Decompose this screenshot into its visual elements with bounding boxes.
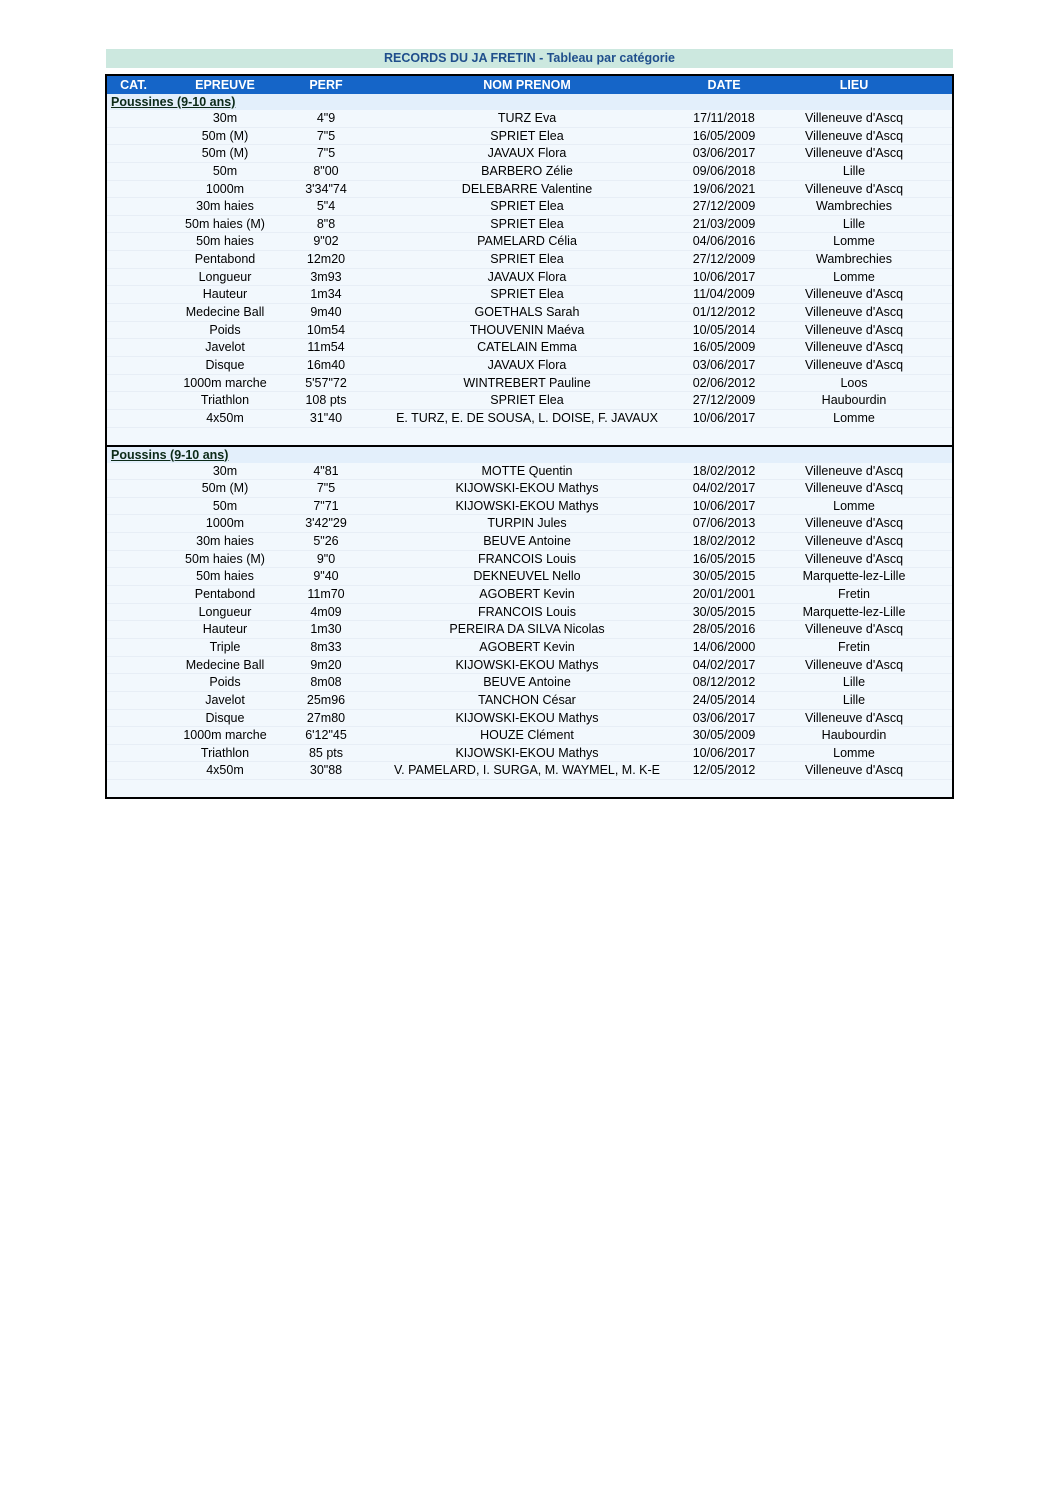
table-row bbox=[107, 710, 952, 728]
cell-date: 08/12/2012 bbox=[692, 675, 756, 690]
cell-date: 01/12/2012 bbox=[692, 305, 756, 320]
cell-lieu: Villeneuve d'Ascq bbox=[804, 710, 904, 725]
cell-date: 10/05/2014 bbox=[692, 322, 756, 337]
table-row bbox=[107, 551, 952, 569]
cell-perf: 9m40 bbox=[310, 305, 342, 320]
table-row bbox=[107, 762, 952, 780]
cell-perf: 1m34 bbox=[310, 287, 342, 302]
cell-lieu: Villeneuve d'Ascq bbox=[804, 146, 904, 161]
cell-lieu: Villeneuve d'Ascq bbox=[804, 128, 904, 143]
cell-nom-prenom: BARBERO Zélie bbox=[481, 163, 573, 178]
cell-perf: 25m96 bbox=[306, 692, 346, 707]
cell-date: 04/06/2016 bbox=[692, 234, 756, 249]
cell-lieu: Villeneuve d'Ascq bbox=[804, 340, 904, 355]
cell-lieu: Fretin bbox=[838, 587, 870, 602]
cell-nom-prenom: WINTREBERT Pauline bbox=[463, 375, 591, 390]
cell-nom-prenom: PEREIRA DA SILVA Nicolas bbox=[449, 622, 605, 637]
cell-epreuve: 1000m marche bbox=[183, 728, 267, 743]
cell-lieu: Villeneuve d'Ascq bbox=[804, 357, 904, 372]
cell-perf: 3m93 bbox=[310, 269, 342, 284]
table-row bbox=[107, 269, 952, 287]
cell-date: 30/05/2015 bbox=[692, 569, 756, 584]
cell-date: 27/12/2009 bbox=[692, 252, 756, 267]
cell-cat bbox=[107, 727, 160, 744]
cell-date: 03/06/2017 bbox=[692, 146, 756, 161]
table-row bbox=[107, 639, 952, 657]
table-row bbox=[107, 586, 952, 604]
cell-nom-prenom: KIJOWSKI-EKOU Mathys bbox=[455, 657, 599, 672]
table-row bbox=[107, 727, 952, 745]
cell-date: 16/05/2009 bbox=[692, 340, 756, 355]
cell-date: 12/05/2012 bbox=[692, 763, 756, 778]
cell-date: 04/02/2017 bbox=[692, 657, 756, 672]
cell-nom-prenom: SPRIET Elea bbox=[490, 393, 564, 408]
cell-lieu: Villeneuve d'Ascq bbox=[804, 622, 904, 637]
cell-lieu: Marquette-lez-Lille bbox=[802, 569, 906, 584]
header-epreuve: EPREUVE bbox=[195, 78, 255, 92]
page-title: RECORDS DU JA FRETIN - Tableau par catégorie bbox=[106, 49, 953, 68]
cell-perf: 4"81 bbox=[313, 463, 339, 478]
cell-date: 10/06/2017 bbox=[692, 498, 756, 513]
cell-date: 07/06/2013 bbox=[692, 516, 756, 531]
table-row bbox=[107, 375, 952, 393]
cell-lieu: Villeneuve d'Ascq bbox=[804, 322, 904, 337]
cell-lieu: Lille bbox=[842, 675, 866, 690]
cell-epreuve: 50m bbox=[212, 498, 238, 513]
cell-nom-prenom: SPRIET Elea bbox=[490, 128, 564, 143]
table-row bbox=[107, 463, 952, 481]
cell-epreuve: 30m haies bbox=[196, 199, 254, 214]
cell-nom-prenom: MOTTE Quentin bbox=[481, 463, 573, 478]
cell-epreuve: Javelot bbox=[205, 340, 245, 355]
cell-nom-prenom: TANCHON César bbox=[478, 692, 576, 707]
table-row bbox=[107, 128, 952, 146]
cell-date: 11/04/2009 bbox=[693, 287, 755, 302]
cell-nom-prenom: BEUVE Antoine bbox=[483, 675, 571, 690]
cell-perf: 11m54 bbox=[307, 340, 345, 355]
cell-epreuve: Disque bbox=[205, 710, 245, 725]
table-row bbox=[107, 621, 952, 639]
records-table bbox=[105, 74, 954, 799]
cell-perf: 3'34"74 bbox=[305, 181, 347, 196]
cell-lieu: Loos bbox=[840, 375, 868, 390]
cell-nom-prenom: JAVAUX Flora bbox=[487, 269, 567, 284]
cell-nom-prenom: AGOBERT Kevin bbox=[479, 639, 575, 654]
cell-epreuve: 50m (M) bbox=[201, 128, 249, 143]
table-row bbox=[107, 533, 952, 551]
cell-date: 17/11/2018 bbox=[693, 111, 755, 125]
cell-perf: 6'12"45 bbox=[305, 728, 347, 743]
cell-nom-prenom: FRANCOIS Louis bbox=[478, 551, 576, 566]
cell-cat bbox=[107, 533, 160, 550]
cell-lieu: Haubourdin bbox=[821, 393, 887, 408]
cell-cat bbox=[107, 163, 160, 180]
cell-epreuve: Medecine Ball bbox=[185, 657, 265, 672]
cell-date: 04/02/2017 bbox=[692, 481, 756, 496]
header-cat: CAT. bbox=[120, 78, 147, 92]
cell-epreuve: 50m haies bbox=[196, 234, 254, 249]
cell-perf: 8"8 bbox=[316, 216, 336, 231]
cell-perf: 12m20 bbox=[306, 252, 346, 267]
cell-lieu: Wambrechies bbox=[816, 199, 892, 214]
cell-date: 30/05/2009 bbox=[692, 728, 756, 743]
cell-epreuve: Longueur bbox=[198, 604, 252, 619]
table-row bbox=[107, 745, 952, 763]
cell-cat bbox=[107, 304, 160, 321]
cell-epreuve: Javelot bbox=[205, 692, 245, 707]
cell-perf: 1m30 bbox=[310, 622, 342, 637]
cell-cat bbox=[107, 710, 160, 727]
cell-lieu: Villeneuve d'Ascq bbox=[804, 551, 904, 566]
cell-perf: 4"9 bbox=[316, 111, 336, 125]
cell-epreuve: Triathlon bbox=[200, 393, 250, 408]
cell-nom-prenom: SPRIET Elea bbox=[490, 252, 564, 267]
table-row bbox=[107, 339, 952, 357]
cell-cat bbox=[107, 339, 160, 356]
cell-cat bbox=[107, 498, 160, 515]
cell-nom-prenom: KIJOWSKI-EKOU Mathys bbox=[455, 498, 599, 513]
cell-lieu: Lille bbox=[842, 216, 866, 231]
table-row bbox=[107, 251, 952, 269]
cell-cat bbox=[107, 181, 160, 198]
cell-perf: 3'42"29 bbox=[305, 516, 347, 531]
table-row bbox=[107, 110, 952, 128]
cell-date: 10/06/2017 bbox=[692, 745, 756, 760]
cell-lieu: Villeneuve d'Ascq bbox=[804, 111, 904, 125]
table-row bbox=[107, 392, 952, 410]
table-row bbox=[107, 145, 952, 163]
table-row bbox=[107, 163, 952, 181]
table-row bbox=[107, 410, 952, 428]
table-row bbox=[107, 233, 952, 251]
cell-cat bbox=[107, 762, 160, 779]
cell-date: 19/06/2021 bbox=[692, 181, 756, 196]
cell-date: 10/06/2017 bbox=[692, 410, 756, 425]
header-date: DATE bbox=[707, 78, 741, 92]
cell-perf: 9"02 bbox=[313, 234, 339, 249]
cell-epreuve: 50m bbox=[212, 163, 238, 178]
cell-nom-prenom: E. TURZ, E. DE SOUSA, L. DOISE, F. JAVAUX bbox=[396, 410, 658, 425]
cell-date: 18/02/2012 bbox=[692, 463, 756, 478]
cell-nom-prenom: SPRIET Elea bbox=[490, 199, 564, 214]
cell-nom-prenom: DELEBARRE Valentine bbox=[461, 181, 593, 196]
cell-perf: 8m08 bbox=[310, 675, 342, 690]
cell-lieu: Villeneuve d'Ascq bbox=[804, 181, 904, 196]
cell-date: 09/06/2018 bbox=[692, 163, 756, 178]
cell-lieu: Villeneuve d'Ascq bbox=[804, 463, 904, 478]
table-row bbox=[107, 304, 952, 322]
cell-perf: 85 pts bbox=[308, 745, 344, 760]
cell-date: 14/06/2000 bbox=[692, 639, 756, 654]
cell-lieu: Villeneuve d'Ascq bbox=[804, 305, 904, 320]
table-body bbox=[107, 94, 952, 797]
table-row bbox=[107, 216, 952, 234]
cell-cat bbox=[107, 392, 160, 409]
cell-nom-prenom: HOUZE Clément bbox=[480, 728, 574, 743]
cell-cat bbox=[107, 551, 160, 568]
cell-nom-prenom: SPRIET Elea bbox=[490, 216, 564, 231]
cell-lieu: Lomme bbox=[833, 234, 875, 249]
cell-cat bbox=[107, 604, 160, 621]
table-row bbox=[107, 498, 952, 516]
cell-epreuve: Hauteur bbox=[202, 287, 248, 302]
cell-epreuve: Poids bbox=[209, 675, 241, 690]
cell-perf: 9"0 bbox=[316, 551, 336, 566]
cell-cat bbox=[107, 145, 160, 162]
cell-lieu: Villeneuve d'Ascq bbox=[804, 287, 904, 302]
cell-cat bbox=[107, 251, 160, 268]
cell-cat bbox=[107, 286, 160, 303]
cell-date: 10/06/2017 bbox=[692, 269, 756, 284]
cell-date: 27/12/2009 bbox=[692, 199, 756, 214]
cell-lieu: Lille bbox=[842, 692, 866, 707]
cell-perf: 7"5 bbox=[316, 128, 336, 143]
cell-cat bbox=[107, 216, 160, 233]
cell-nom-prenom: TURPIN Jules bbox=[487, 516, 567, 531]
cell-epreuve: Medecine Ball bbox=[185, 305, 265, 320]
cell-nom-prenom: KIJOWSKI-EKOU Mathys bbox=[455, 710, 599, 725]
table-row bbox=[107, 357, 952, 375]
cell-cat bbox=[107, 745, 160, 762]
cell-lieu: Fretin bbox=[838, 639, 870, 654]
header-perf: PERF bbox=[309, 78, 343, 92]
table-header bbox=[107, 76, 952, 94]
cell-perf: 5"26 bbox=[313, 534, 339, 549]
cell-lieu: Marquette-lez-Lille bbox=[802, 604, 906, 619]
cell-perf: 8m33 bbox=[310, 639, 342, 654]
section-title: Poussines (9-10 ans) bbox=[107, 94, 952, 110]
table-row bbox=[107, 568, 952, 586]
cell-date: 16/05/2009 bbox=[692, 128, 756, 143]
cell-epreuve: 30m haies bbox=[196, 534, 254, 549]
cell-epreuve: Pentabond bbox=[194, 587, 256, 602]
cell-epreuve: Pentabond bbox=[194, 252, 256, 267]
cell-lieu: Haubourdin bbox=[821, 728, 887, 743]
table-row bbox=[107, 515, 952, 533]
cell-date: 03/06/2017 bbox=[692, 710, 756, 725]
cell-cat bbox=[107, 128, 160, 145]
cell-nom-prenom: FRANCOIS Louis bbox=[478, 604, 576, 619]
cell-cat bbox=[107, 586, 160, 603]
section-spacer bbox=[107, 780, 952, 797]
cell-epreuve: 1000m bbox=[205, 516, 245, 531]
cell-perf: 108 pts bbox=[305, 393, 347, 408]
header-lieu: LIEU bbox=[839, 78, 869, 92]
table-row bbox=[107, 480, 952, 498]
cell-date: 27/12/2009 bbox=[692, 393, 756, 408]
table-row bbox=[107, 674, 952, 692]
cell-perf: 7"5 bbox=[316, 481, 336, 496]
cell-cat bbox=[107, 410, 160, 427]
cell-lieu: Lomme bbox=[833, 410, 875, 425]
cell-cat bbox=[107, 515, 160, 532]
cell-perf: 30"88 bbox=[309, 763, 343, 778]
cell-perf: 27m80 bbox=[306, 710, 346, 725]
cell-perf: 7"5 bbox=[316, 146, 336, 161]
table-row bbox=[107, 286, 952, 304]
cell-epreuve: 4x50m bbox=[206, 763, 244, 778]
cell-epreuve: Longueur bbox=[198, 269, 252, 284]
cell-epreuve: 1000m bbox=[205, 181, 245, 196]
table-row bbox=[107, 198, 952, 216]
cell-epreuve: 50m haies (M) bbox=[185, 551, 265, 566]
cell-epreuve: 4x50m bbox=[206, 410, 244, 425]
cell-epreuve: 1000m marche bbox=[183, 375, 267, 390]
cell-epreuve: Triple bbox=[209, 639, 241, 654]
cell-cat bbox=[107, 322, 160, 339]
cell-lieu: Lomme bbox=[833, 745, 875, 760]
cell-nom-prenom: KIJOWSKI-EKOU Mathys bbox=[455, 745, 599, 760]
cell-epreuve: 30m bbox=[212, 463, 238, 478]
cell-perf: 9m20 bbox=[310, 657, 342, 672]
cell-date: 21/03/2009 bbox=[692, 216, 756, 231]
cell-perf: 4m09 bbox=[310, 604, 342, 619]
cell-lieu: Villeneuve d'Ascq bbox=[804, 481, 904, 496]
cell-cat bbox=[107, 692, 160, 709]
header-nom-prenom: NOM PRENOM bbox=[483, 78, 571, 92]
cell-epreuve: 50m (M) bbox=[201, 146, 249, 161]
cell-date: 16/05/2015 bbox=[692, 551, 756, 566]
cell-nom-prenom: SPRIET Elea bbox=[490, 287, 564, 302]
cell-date: 20/01/2001 bbox=[692, 587, 756, 602]
cell-cat bbox=[107, 639, 160, 656]
cell-nom-prenom: V. PAMELARD, I. SURGA, M. WAYMEL, M. K-E bbox=[393, 763, 661, 778]
table-row bbox=[107, 181, 952, 199]
cell-cat bbox=[107, 568, 160, 585]
cell-date: 02/06/2012 bbox=[692, 375, 756, 390]
cell-date: 30/05/2015 bbox=[692, 604, 756, 619]
cell-perf: 11m70 bbox=[307, 587, 345, 602]
cell-epreuve: Hauteur bbox=[202, 622, 248, 637]
cell-nom-prenom: JAVAUX Flora bbox=[487, 146, 567, 161]
cell-epreuve: 30m bbox=[212, 111, 238, 125]
cell-perf: 10m54 bbox=[306, 322, 346, 337]
table-row bbox=[107, 657, 952, 675]
cell-nom-prenom: JAVAUX Flora bbox=[487, 357, 567, 372]
cell-cat bbox=[107, 480, 160, 497]
cell-cat bbox=[107, 463, 160, 480]
cell-nom-prenom: AGOBERT Kevin bbox=[479, 587, 575, 602]
cell-date: 03/06/2017 bbox=[692, 357, 756, 372]
cell-nom-prenom: CATELAIN Emma bbox=[477, 340, 577, 355]
table-row bbox=[107, 604, 952, 622]
cell-lieu: Wambrechies bbox=[816, 252, 892, 267]
section-title: Poussins (9-10 ans) bbox=[107, 445, 952, 463]
cell-epreuve: Disque bbox=[205, 357, 245, 372]
cell-lieu: Villeneuve d'Ascq bbox=[804, 534, 904, 549]
cell-lieu: Villeneuve d'Ascq bbox=[804, 516, 904, 531]
cell-cat bbox=[107, 233, 160, 250]
cell-nom-prenom: TURZ Eva bbox=[497, 111, 557, 125]
table-row bbox=[107, 322, 952, 340]
cell-date: 24/05/2014 bbox=[692, 692, 756, 707]
cell-cat bbox=[107, 674, 160, 691]
cell-lieu: Lomme bbox=[833, 498, 875, 513]
cell-lieu: Villeneuve d'Ascq bbox=[804, 657, 904, 672]
cell-epreuve: 50m haies bbox=[196, 569, 254, 584]
cell-nom-prenom: BEUVE Antoine bbox=[483, 534, 571, 549]
cell-date: 28/05/2016 bbox=[692, 622, 756, 637]
cell-perf: 5'57"72 bbox=[305, 375, 347, 390]
cell-epreuve: 50m (M) bbox=[201, 481, 249, 496]
cell-perf: 5"4 bbox=[316, 199, 336, 214]
cell-nom-prenom: KIJOWSKI-EKOU Mathys bbox=[455, 481, 599, 496]
cell-nom-prenom: THOUVENIN Maéva bbox=[469, 322, 585, 337]
cell-cat bbox=[107, 110, 160, 127]
cell-epreuve: Triathlon bbox=[200, 745, 250, 760]
cell-epreuve: Poids bbox=[209, 322, 241, 337]
cell-lieu: Lomme bbox=[833, 269, 875, 284]
cell-nom-prenom: PAMELARD Célia bbox=[477, 234, 577, 249]
cell-date: 18/02/2012 bbox=[692, 534, 756, 549]
cell-cat bbox=[107, 198, 160, 215]
cell-nom-prenom: DEKNEUVEL Nello bbox=[473, 569, 581, 584]
cell-cat bbox=[107, 269, 160, 286]
cell-epreuve: 50m haies (M) bbox=[185, 216, 265, 231]
section-spacer bbox=[107, 428, 952, 445]
cell-perf: 16m40 bbox=[306, 357, 346, 372]
cell-lieu: Lille bbox=[842, 163, 866, 178]
cell-cat bbox=[107, 657, 160, 674]
cell-lieu: Villeneuve d'Ascq bbox=[804, 763, 904, 778]
cell-cat bbox=[107, 357, 160, 374]
cell-perf: 8"00 bbox=[313, 163, 339, 178]
cell-cat bbox=[107, 621, 160, 638]
cell-perf: 9"40 bbox=[313, 569, 339, 584]
table-row bbox=[107, 692, 952, 710]
cell-perf: 7"71 bbox=[313, 498, 339, 513]
cell-nom-prenom: GOETHALS Sarah bbox=[474, 305, 580, 320]
cell-perf: 31"40 bbox=[309, 410, 343, 425]
cell-cat bbox=[107, 375, 160, 392]
